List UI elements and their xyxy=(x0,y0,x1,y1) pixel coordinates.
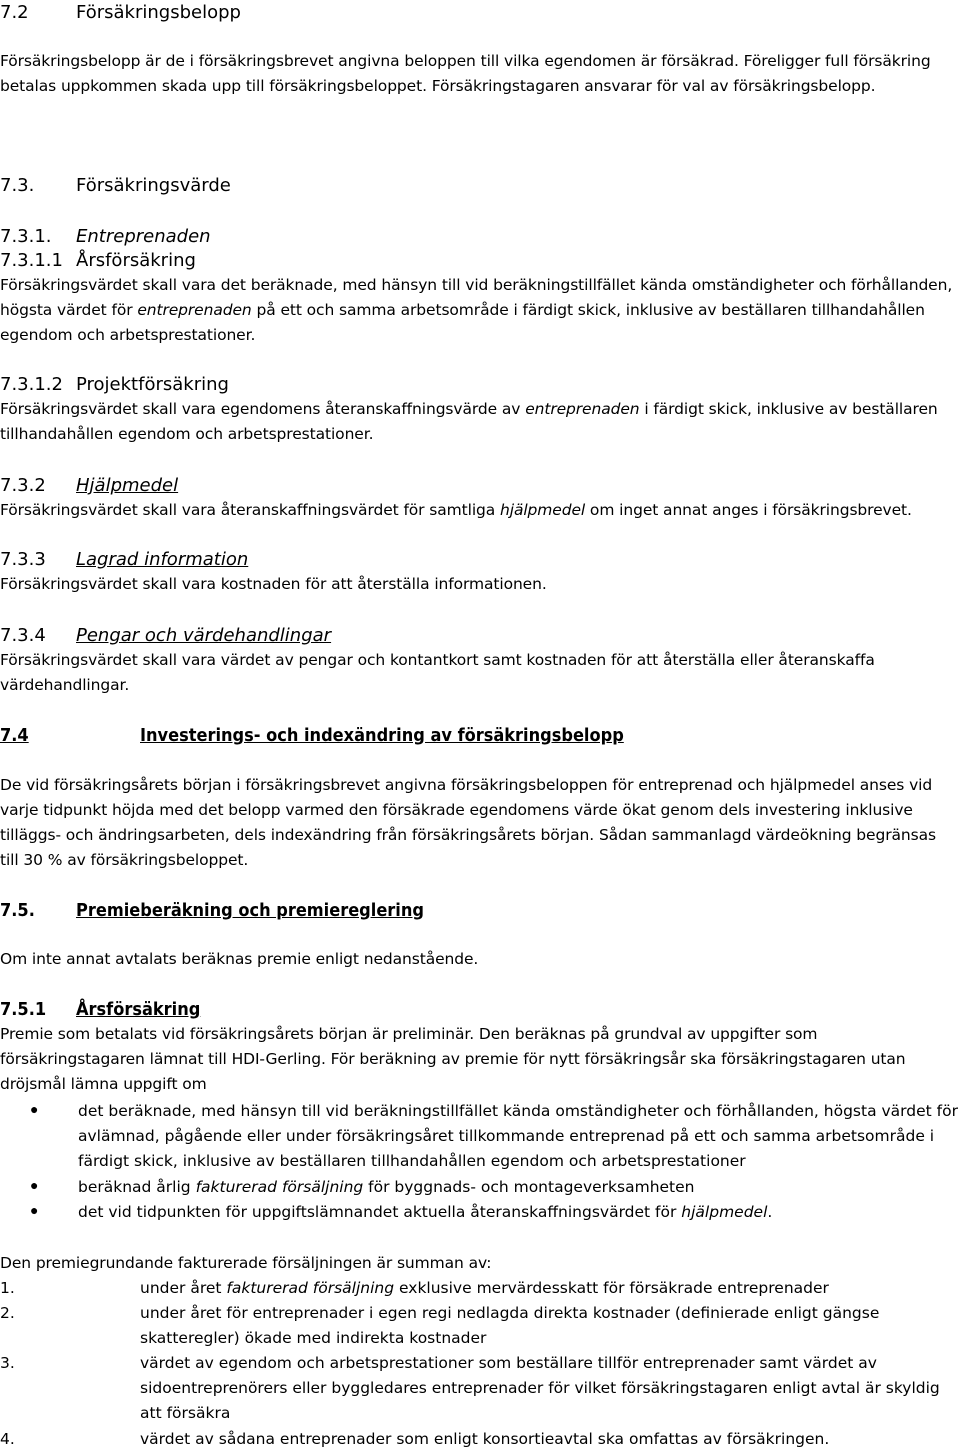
section-title: Entreprenaden xyxy=(76,226,211,247)
list-number: 1. xyxy=(0,1279,15,1297)
emphasis-text: fakturerad försäljning xyxy=(195,1178,364,1196)
section-7-3-3-body: Försäkringsvärdet skall vara kostnaden för att återställa informationen. xyxy=(0,575,547,593)
section-number: 7.3.1.1 xyxy=(0,250,63,271)
emphasis-text: entreprenaden xyxy=(137,301,252,319)
section-title: Försäkringsbelopp xyxy=(76,2,241,23)
list-item-text: det beräknade, med hänsyn till vid beräkningstillfället kända omständigheter och förhållanden, högsta värdet för avlämnad, pågående eller under försäkringsåret tillkommande entreprenad på ett och samma arbetsområde i färdigt skick, inklusive av beställaren tillhandahållen egendom och arbetsprestationer xyxy=(78,1102,958,1170)
section-7-2-body: Försäkringsbelopp är de i försäkringsbrevet angivna beloppen till vilka egendomen är försäkrad. Föreligger full försäkring betalas uppkommen skada upp till försäkringsbeloppet. Försäkringstagaren ansvarar för val av försäkringsbelopp. xyxy=(0,52,931,95)
list-item-text: . xyxy=(767,1203,773,1221)
section-7-3-2-heading xyxy=(0,473,178,498)
section-7-5-1-heading xyxy=(0,997,200,1022)
section-title: Lagrad information xyxy=(76,549,249,570)
section-7-4-body: De vid försäkringsårets början i försäkringsbrevet angivna försäkringsbeloppen för entreprenad och hjälpmedel anses vid varje tidpunkt höjda med det belopp varmed den försäkrade egendomens värde ökat genom dels investering inklusive tilläggs- och ändringsarbeten, dels indexändring från försäkringsårets början. Sådan sammanlagd värdeökning begränsas till 30 % av försäkringsbeloppet. xyxy=(0,776,936,869)
body-text: på ett och samma arbetsområde i färdigt skick, inklusive av beställaren tillhandahållen egendom och arbetsprestationer. xyxy=(0,301,925,344)
section-number: 7.4 xyxy=(0,725,29,746)
section-number: 7.3.4 xyxy=(0,625,46,646)
bullet-icon: ● xyxy=(30,1202,39,1218)
list-item-text: under året xyxy=(140,1279,227,1297)
numbered-list-intro: Den premiegrundande fakturerade försäljningen är summan av: xyxy=(0,1254,492,1272)
emphasis-text: entreprenaden xyxy=(525,400,640,418)
section-7-3-1-1-heading xyxy=(0,248,196,273)
section-number: 7.5.1 xyxy=(0,999,47,1020)
list-item-text: det vid tidpunkten för uppgiftslämnandet aktuella återanskaffningsvärdet för xyxy=(78,1203,682,1221)
body-text: Försäkringsvärdet skall vara det beräknade, med hänsyn till vid beräkningstillfället kända omständigheter och förhållanden, högsta värdet för xyxy=(0,276,953,319)
section-number: 7.3. xyxy=(0,175,35,196)
section-7-3-1-2-body xyxy=(0,397,958,447)
list-item xyxy=(140,1301,958,1351)
section-7-3-4-body: Försäkringsvärdet skall vara värdet av pengar och kontantkort samt kostnaden för att återställa eller återanskaffa värdehandlingar. xyxy=(0,651,875,694)
list-item-text: för byggnads- och montageverksamheten xyxy=(363,1178,695,1196)
section-number: 7.3.1. xyxy=(0,226,52,247)
list-item-text: värdet av egendom och arbetsprestationer som beställare tillför entreprenader samt värdet av sidoentreprenörers eller byggledares entreprenader för vilket försäkringstagaren enligt avtal är skyldig att försäkra xyxy=(140,1354,940,1422)
section-title: Försäkringsvärde xyxy=(76,175,231,196)
list-number: 3. xyxy=(0,1354,15,1372)
section-7-3-2-body xyxy=(0,498,958,523)
section-7-3-1-1-body xyxy=(0,273,958,348)
list-item-text: under året för entreprenader i egen regi nedlagda direkta kostnader (definierade enligt gängse skatteregler) ökade med indirekta kostnader xyxy=(140,1304,880,1347)
list-item xyxy=(78,1175,958,1200)
section-7-3-3-heading xyxy=(0,547,248,572)
section-number: 7.5. xyxy=(0,900,35,921)
list-item-text: värdet av sådana entreprenader som enligt konsortieavtal ska omfattas av försäkringen. xyxy=(140,1430,830,1448)
section-7-5-body: Om inte annat avtalats beräknas premie enligt nedanstående. xyxy=(0,950,479,968)
list-item xyxy=(78,1200,958,1225)
list-item xyxy=(140,1276,958,1301)
list-item-text: beräknad årlig xyxy=(78,1178,196,1196)
list-item xyxy=(140,1427,958,1452)
section-7-5-1-body: Premie som betalats vid försäkringsårets början är preliminär. Den beräknas på grundval av uppgifter som försäkringstagaren lämnat till HDI-Gerling. För beräkning av premie för nytt försäkringsår ska försäkringstagaren utan dröjsmål lämna uppgift om xyxy=(0,1025,906,1093)
body-text: Försäkringsvärdet skall vara egendomens återanskaffningsvärde av xyxy=(0,400,526,418)
section-title: Hjälpmedel xyxy=(76,475,179,496)
emphasis-text: fakturerad försäljning xyxy=(226,1279,395,1297)
section-number: 7.3.1.2 xyxy=(0,374,63,395)
section-title: Investerings- och indexändring av försäkringsbelopp xyxy=(140,725,624,746)
section-7-4-heading xyxy=(0,723,624,748)
list-item xyxy=(140,1351,958,1426)
section-number: 7.3.2 xyxy=(0,475,46,496)
body-text: i färdigt skick, inklusive av beställaren tillhandahållen egendom och arbetsprestationer. xyxy=(0,400,938,443)
emphasis-text: hjälpmedel xyxy=(681,1203,768,1221)
body-text: om inget annat anges i försäkringsbrevet. xyxy=(585,501,912,519)
section-7-3-4-heading xyxy=(0,623,331,648)
section-7-3-1-2-heading xyxy=(0,372,229,397)
section-number: 7.2 xyxy=(0,2,29,23)
section-title: Årsförsäkring xyxy=(76,999,201,1020)
section-7-2-heading xyxy=(0,0,241,25)
section-title: Årsförsäkring xyxy=(76,250,196,271)
section-number: 7.3.3 xyxy=(0,549,46,570)
section-title: Pengar och värdehandlingar xyxy=(76,625,332,646)
section-title: Premieberäkning och premiereglering xyxy=(76,900,424,921)
list-number: 4. xyxy=(0,1430,15,1448)
section-title: Projektförsäkring xyxy=(76,374,229,395)
bullet-icon: ● xyxy=(30,1101,39,1117)
list-number: 2. xyxy=(0,1304,15,1322)
emphasis-text: hjälpmedel xyxy=(500,501,586,519)
list-item-text: exklusive mervärdesskatt för försäkrade entreprenader xyxy=(394,1279,829,1297)
section-7-3-heading xyxy=(0,173,231,198)
section-7-3-1-heading xyxy=(0,224,211,249)
body-text: Försäkringsvärdet skall vara återanskaffningsvärdet för samtliga xyxy=(0,501,501,519)
list-item xyxy=(78,1099,958,1174)
section-7-5-heading xyxy=(0,898,424,923)
bullet-icon: ● xyxy=(30,1177,39,1193)
